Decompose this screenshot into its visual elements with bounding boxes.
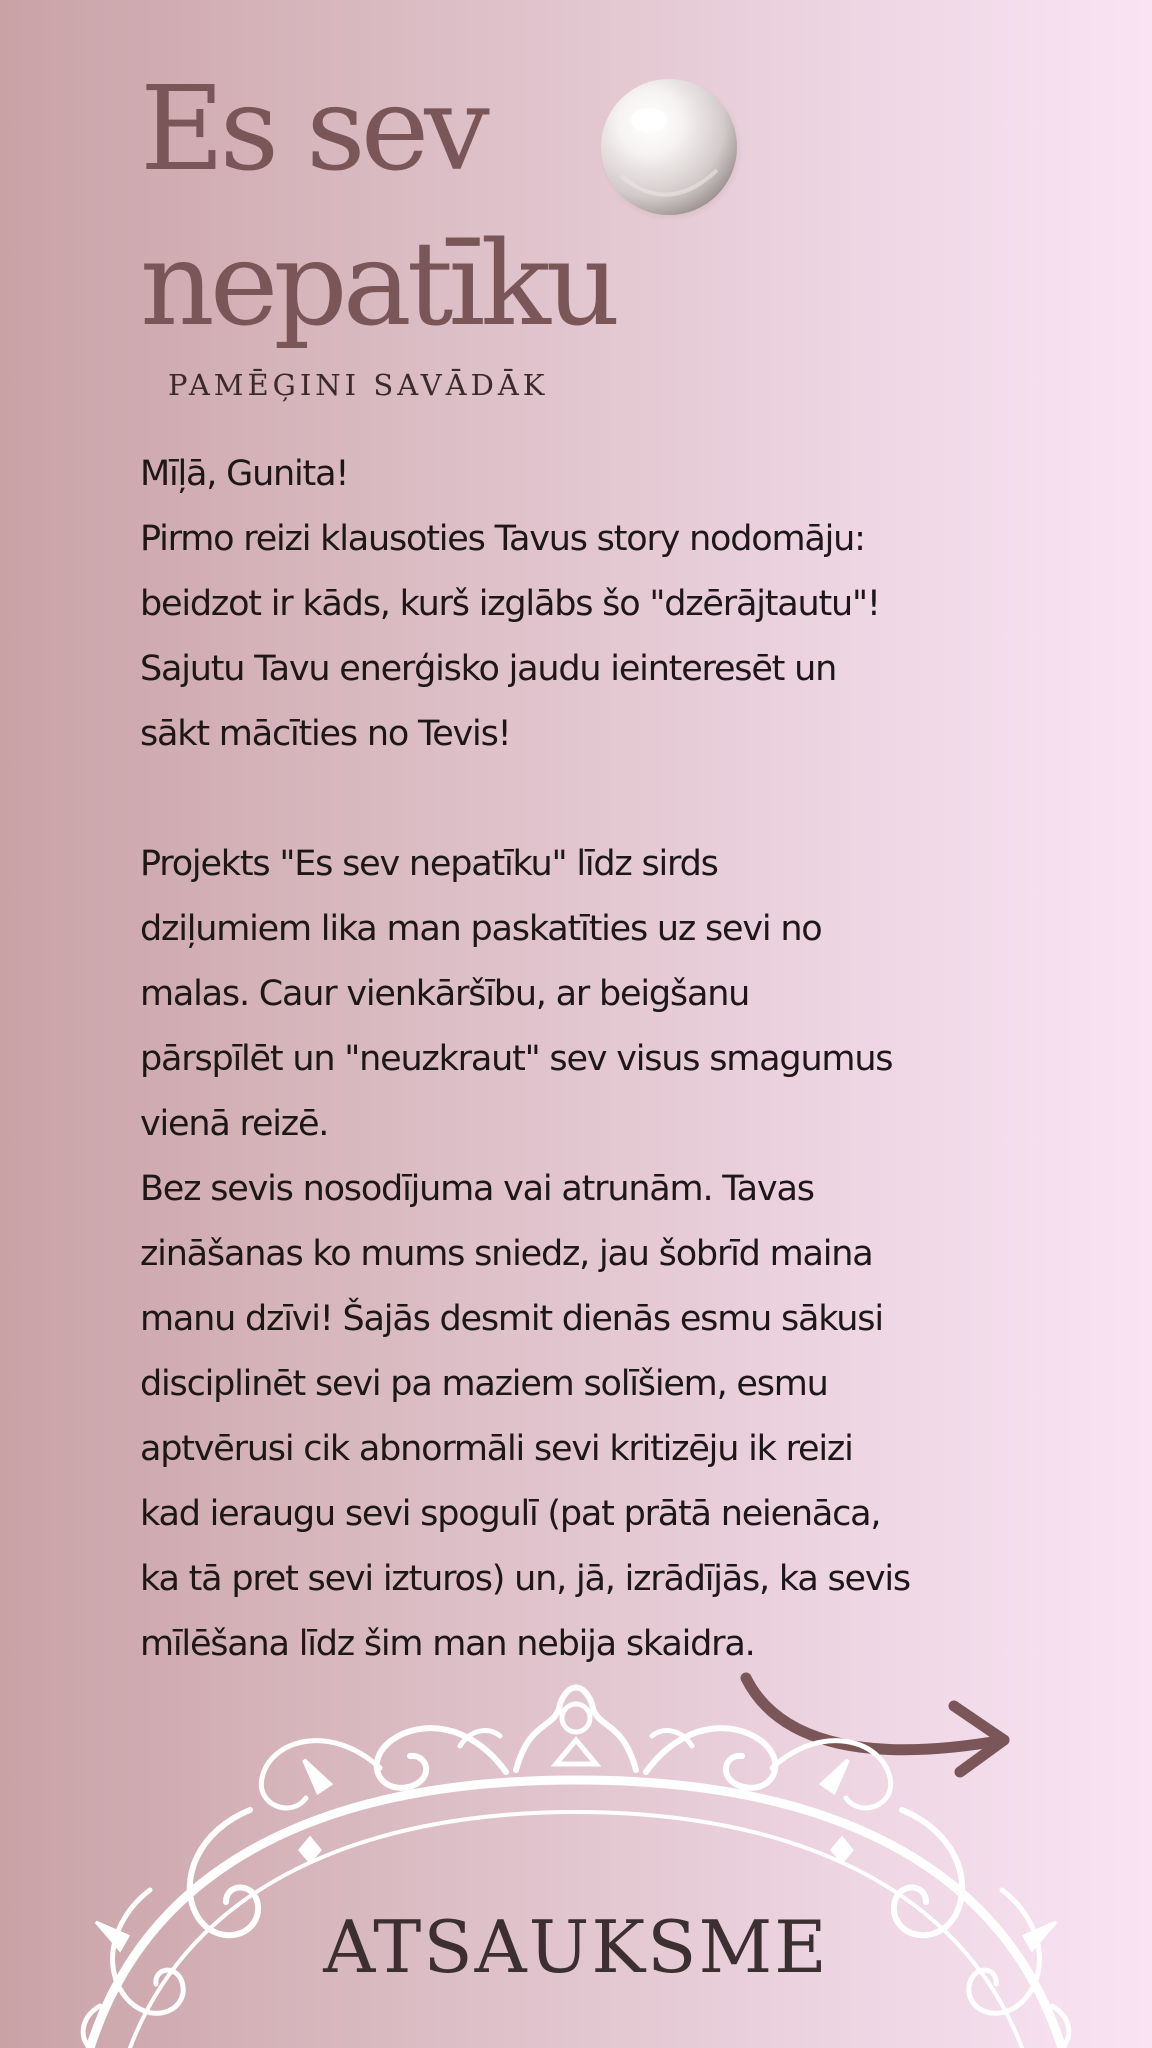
letter-line: pārspīlēt un "neuzkraut" sev visus smagumus (140, 1039, 893, 1079)
crown-ornament (516, 1688, 636, 1771)
letter-line: mīlēšana līdz šim man nebija skaidra. (140, 1624, 755, 1664)
letter-line: beidzot ir kāds, kurš izglābs šo "dzērājtautu"! (140, 584, 880, 624)
ornamental-frame (0, 1660, 1152, 2048)
crown-center-scroll (562, 1704, 590, 1732)
pearl-icon (596, 74, 742, 220)
letter-line: aptvērusi cik abnormāli sevi kritizēju ik reizi (140, 1429, 853, 1469)
testimonial-letter (140, 442, 1040, 1677)
spike-left (304, 1760, 330, 1792)
letter-line: kad ieraugu sevi spogulī (pat prātā neienāca, (140, 1494, 881, 1534)
letter-line: disciplinēt sevi pa maziem solīšiem, esmu (140, 1364, 828, 1404)
spike-right (822, 1760, 848, 1792)
letter-line: Mīļā, Gunita! (140, 454, 349, 494)
letter-line: dziļumiem lika man paskatīties uz sevi no (140, 909, 822, 949)
letter-line: malas. Caur vienkāršību, ar beigšanu (140, 974, 750, 1014)
letter-line: zināšanas ko mums sniedz, jau šobrīd maina (140, 1234, 873, 1274)
letter-line: sākt mācīties no Tevis! (140, 714, 511, 754)
letter-line: Bez sevis nosodījuma vai atrunām. Tavas (140, 1169, 814, 1209)
letter-line: vienā reizē. (140, 1104, 329, 1144)
flourish-left (377, 1728, 506, 1788)
page-title (140, 52, 616, 362)
title-line-1: Es sev (140, 62, 485, 197)
letter-line: Pirmo reizi klausoties Tavus story nodomāju: (140, 519, 865, 559)
flourish-right (646, 1728, 775, 1788)
subtitle: PAMĒĢINI SAVĀDĀK (168, 368, 549, 402)
title-line-2: nepatīku (140, 217, 616, 352)
letter-line: Projekts "Es sev nepatīku" līdz sirds (140, 844, 718, 884)
letter-line: manu dzīvi! Šajās desmit dienās esmu sākusi (140, 1299, 883, 1339)
letter-line: Sajutu Tavu enerģisko jaudu ieinteresēt un (140, 649, 837, 689)
paragraph-spacer (140, 767, 1040, 832)
letter-line: ka tā pret sevi izturos) un, jā, izrādījās, ka sevis (140, 1559, 910, 1599)
testimonial-label: ATSAUKSME (323, 1905, 829, 1989)
